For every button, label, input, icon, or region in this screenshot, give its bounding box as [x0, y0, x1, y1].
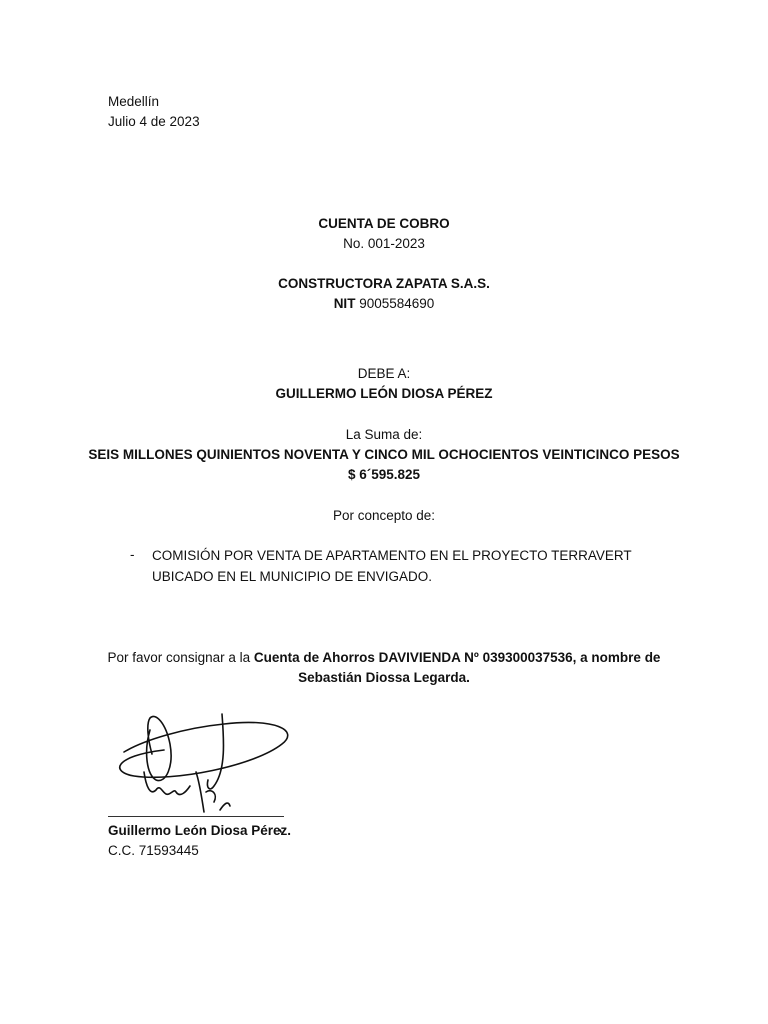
payment-intro: Por favor consignar a la	[107, 650, 251, 665]
nit-label: NIT	[333, 296, 356, 311]
list-bullet: -	[130, 547, 135, 562]
amount	[0, 425, 768, 485]
signer-info	[108, 821, 291, 861]
signature-line	[108, 816, 284, 817]
document-title	[0, 214, 768, 254]
nit-value: 9005584690	[359, 296, 435, 311]
creditor	[0, 364, 768, 404]
date: Julio 4 de 2023	[108, 114, 200, 129]
place-and-date	[108, 92, 200, 132]
list-item-text: COMISIÓN POR VENTA DE APARTAMENTO EN EL PROYECTO TERRAVERT UBICADO EN EL MUNICIPIO DE ENVIGADO.	[152, 548, 632, 584]
title-heading: CUENTA DE COBRO	[318, 216, 450, 231]
amount-in-words: SEIS MILLONES QUINIENTOS NOVENTA Y CINCO MIL OCHOCIENTOS VEINTICINCO PESOS	[88, 447, 680, 462]
company-name: CONSTRUCTORA ZAPATA S.A.S.	[278, 276, 490, 291]
concept-label: Por concepto de:	[332, 508, 436, 523]
payment-instructions	[0, 648, 768, 688]
list-item	[130, 545, 670, 587]
debtor-company	[0, 274, 768, 314]
owes-label: DEBE A:	[357, 366, 411, 381]
concept-list	[130, 545, 670, 587]
company-nit	[0, 294, 768, 314]
city: Medellín	[108, 94, 160, 109]
signer-name: Guillermo León Diosa Pérez.	[108, 823, 292, 838]
amount-label: La Suma de:	[345, 427, 423, 442]
account-details: Cuenta de Ahorros DAVIVIENDA Nº 039300037536, a nombre de	[253, 650, 661, 665]
amount-in-figures: $ 6´595.825	[347, 467, 421, 482]
concept-heading	[0, 506, 768, 526]
payment-line-1	[0, 648, 768, 668]
document-number: No. 001-2023	[343, 236, 425, 251]
creditor-name: GUILLERMO LEÓN DIOSA PÉREZ	[275, 386, 493, 401]
signer-id: C.C. 71593445	[108, 843, 199, 858]
account-holder: Sebastián Diossa Legarda.	[298, 670, 470, 685]
